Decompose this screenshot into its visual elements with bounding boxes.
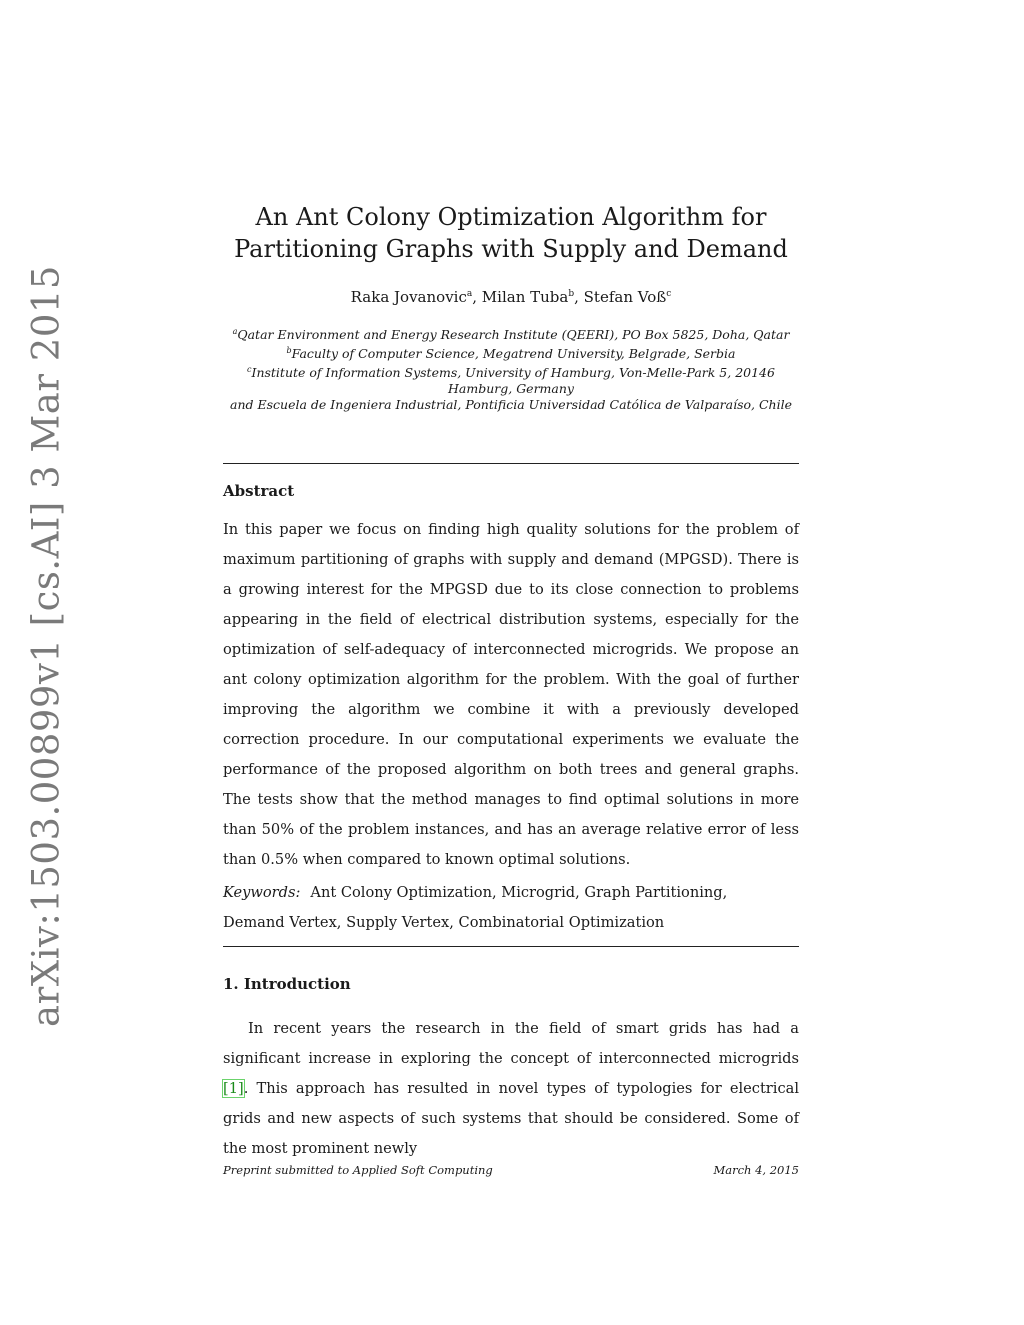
keywords-line-2: Demand Vertex, Supply Vertex, Combinatorial Optimization [223, 914, 665, 931]
top-rule [223, 463, 799, 464]
author-name: Stefan Voß [583, 288, 667, 306]
affiliation-c-line3: and Escuela de Ingeniera Industrial, Pontificia Universidad Católica de Valparaíso, Chile [230, 396, 792, 412]
section-heading-introduction: 1. Introduction [223, 975, 351, 993]
citation-link[interactable]: [1] [223, 1080, 244, 1097]
footer-date: March 4, 2015 [713, 1163, 799, 1177]
author-list: Raka Jovanovic$^a$, Milan Tuba$^b$, Stefan Voß$^c$ [350, 288, 672, 306]
keywords-label: Keywords: [223, 884, 301, 901]
affiliation-b [210, 343, 812, 362]
intro-text: In recent years the research in the field of smart grids has had a significant increase in exploring the concept of interconnected microgrids [223, 1020, 799, 1067]
footer-preprint: Preprint submitted to Applied Soft Computing [223, 1163, 493, 1177]
affiliation-c [210, 362, 812, 381]
affiliation-sup: c [247, 364, 252, 374]
affiliations [210, 324, 812, 412]
abstract-heading: Abstract [223, 482, 295, 500]
author-name: Raka Jovanovic [350, 288, 467, 306]
arxiv-identifier: arXiv:1503.00899v1 [cs.AI] 3 Mar 2015 [24, 265, 68, 1027]
affiliation-text: Faculty of Computer Science, Megatrend University, Belgrade, Serbia [291, 346, 736, 362]
bottom-rule [223, 946, 799, 947]
keywords-line-1: Ant Colony Optimization, Microgrid, Graph Partitioning, [310, 884, 728, 901]
author-sup: b [568, 289, 575, 299]
affiliation-c-line2: Hamburg, Germany [448, 380, 574, 396]
page-footer [223, 1163, 799, 1177]
keywords [223, 878, 799, 938]
affiliation-sup: a [232, 327, 238, 336]
affiliation-text: Institute of Information Systems, University of Hamburg, Von-Melle-Park 5, 20146 [251, 365, 775, 381]
abstract-text: In this paper we focus on finding high quality solutions for the problem of maximum partitioning of graphs with supply and demand (MPGSD). There is a growing interest for the MPGSD due to its close connection to problems appearing in the field of electrical distribution systems, especially for the optimization of self-adequacy of interconnected microgrids. We propose an ant colony optimization algorithm for the problem. With the goal of further improving the algorithm we combine it with a previously developed correction procedure. In our computational experiments we evaluate the performance of the proposed algorithm on both trees and general graphs. The tests show that the method manages to find optimal solutions in more than 50% of the problem instances, and has an average relative error of less than 0.5% when compared to known optimal solutions. [223, 521, 799, 868]
introduction-paragraph [223, 1014, 799, 1164]
affiliation-a [210, 324, 812, 343]
author-name: Milan Tuba [481, 288, 569, 306]
paper-title [223, 201, 799, 265]
affiliation-text: Qatar Environment and Energy Research Institute (QEERI), PO Box 5825, Doha, Qatar [237, 327, 790, 343]
affiliation-sup: b [286, 345, 292, 355]
title-line-1: An Ant Colony Optimization Algorithm for [255, 203, 767, 231]
author-sup: c [666, 289, 672, 299]
author-sup: a [466, 289, 473, 299]
title-line-2: Partitioning Graphs with Supply and Demand [234, 235, 788, 263]
intro-text: . This approach has resulted in novel types of typologies for electrical grids and new aspects of such systems that should be considered. Some of the most prominent newly [223, 1080, 799, 1157]
